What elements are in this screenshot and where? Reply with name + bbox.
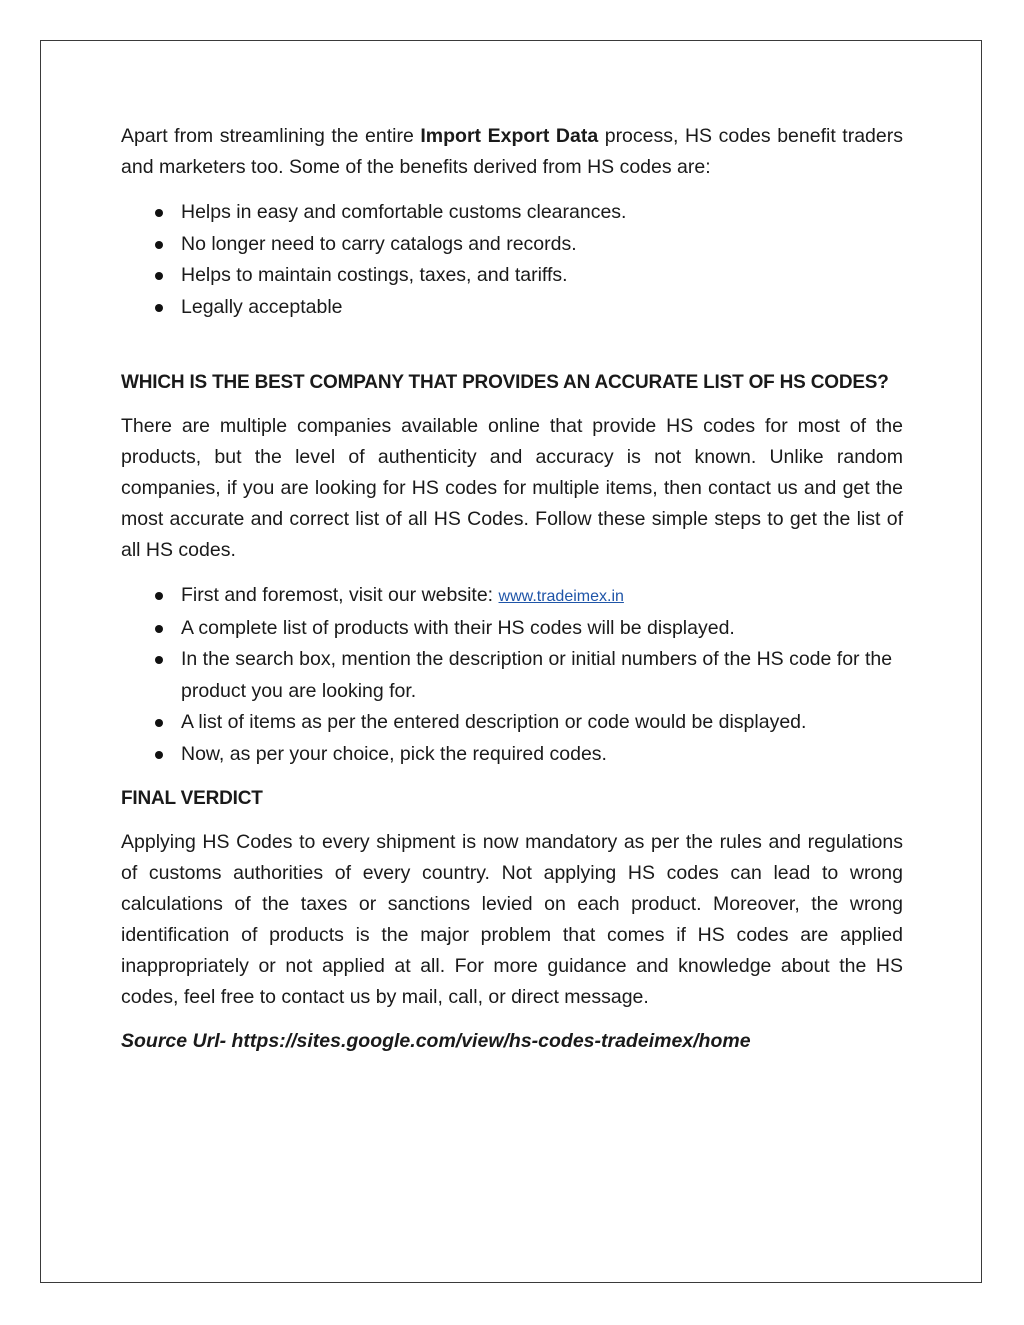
section-heading-final-verdict: FINAL VERDICT: [121, 788, 263, 809]
list-item-text: Now, as per your choice, pick the required codes.: [181, 742, 607, 765]
bullet-icon: [155, 592, 163, 600]
bullet-icon: [155, 656, 163, 664]
list-item: [121, 197, 903, 229]
list-item: [121, 739, 903, 771]
bullet-icon: [155, 241, 163, 249]
bullet-icon: [155, 719, 163, 727]
list-item-text: Legally acceptable: [181, 295, 343, 318]
list-item: [121, 292, 903, 324]
bullet-icon: [155, 272, 163, 280]
list-item: [121, 229, 903, 261]
list-item-text: A complete list of products with their HS codes will be displayed.: [181, 616, 735, 639]
bullet-icon: [155, 209, 163, 217]
list-item: [121, 707, 903, 739]
list-item: [121, 644, 903, 707]
bullet-icon: [155, 625, 163, 633]
list-item-text: Helps to maintain costings, taxes, and tariffs.: [181, 264, 568, 286]
bullet-icon: [155, 751, 163, 759]
best-company-paragraph: There are multiple companies available online that provide HS codes for most of the products, but the level of authenticity and accuracy is not known. Unlike random companies, if you are looking for HS codes for multiple items, then contact us and get the most accurate and correct list of all HS Codes. Follow these simple steps to get the list of all HS codes.: [121, 415, 903, 561]
list-item-text: Helps in easy and comfortable customs clearances.: [181, 201, 627, 223]
list-item-text: No longer need to carry catalogs and records.: [181, 232, 577, 255]
list-item: [121, 580, 903, 613]
intro-text-before: Apart from streamlining the entire: [121, 125, 421, 147]
list-item-text: In the search box, mention the description or initial numbers of the HS code for the product you are looking for.: [181, 648, 893, 702]
bullet-icon: [155, 304, 163, 312]
import-export-data-bold: Import Export Data: [420, 125, 599, 147]
list-item-text: First and foremost, visit our website:: [181, 584, 499, 606]
final-verdict-paragraph: Applying HS Codes to every shipment is now mandatory as per the rules and regulations of customs authorities of every country. Not applying HS codes can lead to wrong calculations of the taxes or sanctions levied on each product. Moreover, the wrong identification of products is the major problem that comes if HS codes are applied inappropriately or not applied at all. For more guidance and knowledge about the HS codes, feel free to contact us by mail, call, or direct message.: [121, 831, 903, 1008]
website-link[interactable]: www.tradeimex.in: [498, 588, 624, 605]
document-body: [121, 121, 903, 1057]
section-heading-best-company: WHICH IS THE BEST COMPANY THAT PROVIDES AN ACCURATE LIST OF HS CODES?: [121, 372, 889, 393]
intro-text-after: process, HS codes benefit traders and marketers too. Some of the benefits derived from HS codes are:: [121, 125, 903, 178]
source-url: Source Url- https://sites.google.com/view/hs-codes-tradeimex/home: [121, 1030, 751, 1052]
list-item: [121, 613, 903, 645]
list-item-text: A list of items as per the entered description or code would be displayed.: [181, 711, 807, 733]
benefits-list: [121, 197, 903, 323]
list-item: [121, 260, 903, 292]
steps-list: [121, 580, 903, 770]
intro-paragraph: [121, 121, 903, 183]
